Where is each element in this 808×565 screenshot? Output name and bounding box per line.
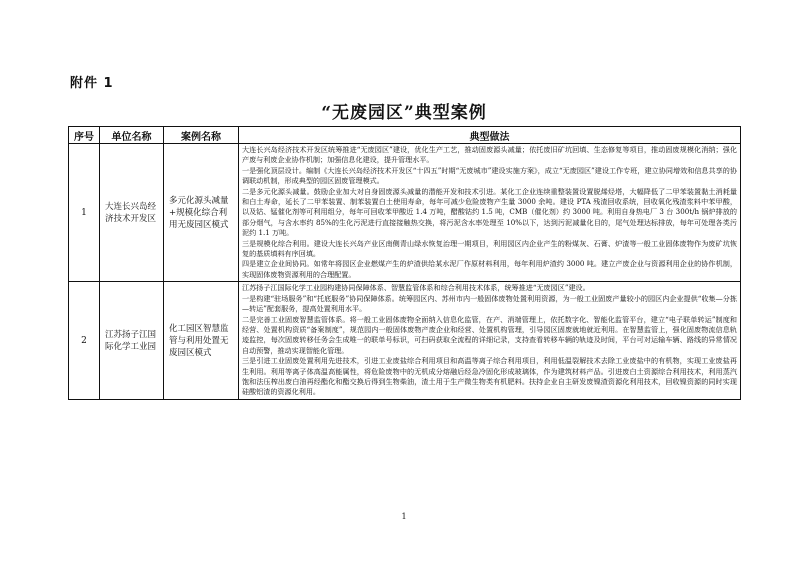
practice-paragraph: 三是规模化综合利用。建设大连长兴岛产业区南侧青山绿水恢复治理一期项目，利用园区内企业产生的粉煤灰、石膏、炉渣等一般工业固体废物作为废矿坑恢复的基质填料有序回填。 xyxy=(242,238,737,259)
practice-paragraph: 四是建立企业间协同。如常年将园区企业燃煤产生的炉渣供给某水泥厂作原材料利用，每年利用炉渣约 3000 吨。建立产废企业与资源利用企业的协作机制，实现固体废物资源利用的合理配置。 xyxy=(242,259,737,279)
practice-paragraph: 一是构建“驻场服务”和“托底服务”协同保障体系。统筹园区内、苏州市内一般固体废物处置利用资源，为一般工业固废产量较小的园区内企业提供“收集—分拣—转运”配套服务，提高处置利用水平。 xyxy=(242,293,737,314)
table-row xyxy=(69,282,741,399)
table-header-row xyxy=(69,127,741,144)
table-row xyxy=(69,144,741,282)
cases-table xyxy=(68,126,741,400)
practice-paragraph: 一是强化顶层设计。编制《大连长兴岛经济技术开发区“十四五”时期“无废城市”建设实施方案》，成立“无废园区”建设工作专班，建立协同增效和信息共享的协调联动机制，形成典型的园区固废管理模式。 xyxy=(242,165,737,186)
document-title: “无废园区”典型案例 xyxy=(321,103,487,123)
practice-paragraph: 二是完善工业固废智慧监管体系。将一般工业固体废物全面纳入信息化监管，在产、消端管理上，依托数字化、智能化监管平台，建立“电子联单转运”制度和经营、处置机构资质“备案制度”，规范园内一般固体废物产废企业和经营、处置机构管理，引导园区固废就地就近利用。在智慧监管上，强化固废物流信息轨迹监控，每次固废转移任务会生成唯一的联单号标识，可扫码获取全流程的详细记录，支持查看转移车辆的轨迹及时间，平台可对运输车辆、路线的异常情况自动预警，推动实现智能化管理。 xyxy=(242,314,737,355)
unit-name: 江苏扬子江国际化学工业园 xyxy=(100,282,164,399)
row-number: 2 xyxy=(69,282,100,399)
practice-cell xyxy=(239,282,741,399)
column-header-unit: 单位名称 xyxy=(100,127,164,144)
column-header-case: 案例名称 xyxy=(164,127,239,144)
column-header-no: 序号 xyxy=(69,127,100,144)
practice-cell xyxy=(239,144,741,282)
case-name: 化工园区智慧监管与利用处置无废园区模式 xyxy=(164,282,239,399)
unit-name: 大连长兴岛经济技术开发区 xyxy=(100,144,164,282)
practice-paragraph: 江苏扬子江国际化学工业园构建协同保障体系、智慧监管体系和综合利用技术体系，统筹推进“无废园区”建设。 xyxy=(242,283,590,293)
case-name: 多元化源头减量+规模化综合利用无废园区模式 xyxy=(164,144,239,282)
column-header-practice: 典型做法 xyxy=(239,127,741,144)
practice-paragraph: 二是多元化源头减量。鼓励企业加大对自身固废源头减量的潜能开发和技术引进。某化工企业连续重整装置设置脱烯烃塔，大幅降低了二甲苯装置黏土消耗量和白土寿命，延长了二甲苯装置、制苯装置白土使用寿命，每年可减少危险废物产生量 3000 余吨。建设 PTA 残渣回收系统，回收氧化残渣浆料中苯甲酸，以及钴、锰催化剂等可利用组分，每年可回收苯甲酸近 1.4 万吨，醋酸钴约 1.5 吨，CMB（催化剂）约 3000 吨。利用自身热电厂 3 台 300t/h 锅炉排放的部分烟气，与含水率约 85%的生化污泥进行直接接触热交换，将污泥含水率处理至 10%以下，达到污泥减量化目的，尾气处理达标排放，每年可处理各类污泥约 1.1 万吨。 xyxy=(242,186,737,238)
page-number: 1 xyxy=(401,512,407,521)
practice-paragraph: 大连长兴岛经济技术开发区统筹推进“无废园区”建设，优化生产工艺，推动固废源头减量；依托废旧矿坑回填、生态修复等项目，推动固废规模化消纳；强化产废与利废企业协作机制；加强信息化建设，提升管理水平。 xyxy=(242,145,737,165)
practice-paragraph: 三是引进工业固废处置利用先进技术，引进工业废盐综合利用项目和高温等离子综合利用项目，利用低温裂解技术去除工业废盐中的有机物，实现工业废盐再生利用。利用等离子体高温高能属性，将危险废物中的无机成分熔融后经急冷固化形成玻璃体，作为建筑材料产品。引进废白土资源综合利用技术，利用蒸汽饱和法压榨出废白油再经酯化和酯交换后得到生物柴油，渣土用于生产微生物类有机肥料。扶持企业自主研发废镍渣资源化利用技术，回收镍资源的同时实现硅酸铝渣的资源化利用。 xyxy=(242,356,737,397)
row-number: 1 xyxy=(69,144,100,282)
attachment-label: 附件 1 xyxy=(70,76,114,91)
